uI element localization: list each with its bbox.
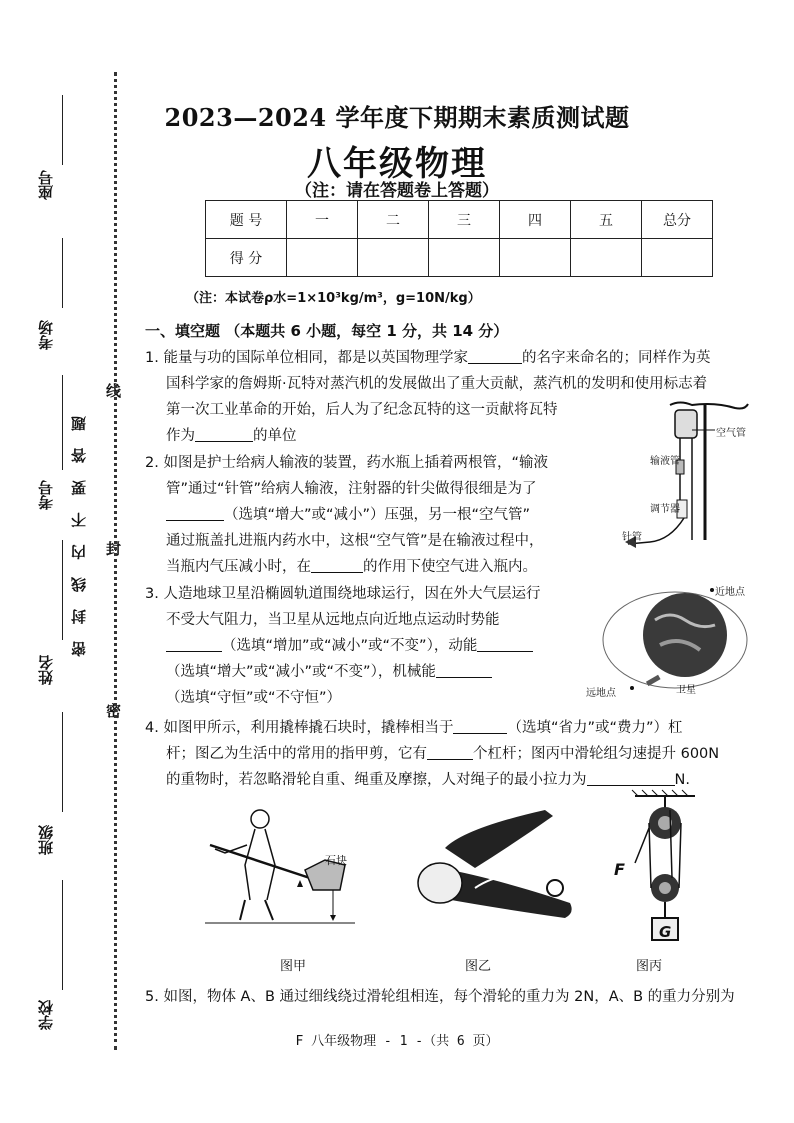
- q3-line2: 不受大气阻力，当卫星从远地点向近地点运动时势能: [166, 612, 500, 628]
- nail-clipper-figure: [395, 808, 595, 938]
- q1-text: 的单位: [253, 428, 297, 444]
- seal-mi: 密: [106, 702, 122, 720]
- q4-text: 杆；图乙为生活中的常用的指甲剪，它有: [166, 746, 427, 762]
- constants-note: （注：本试卷ρ水=1×10³kg/m³，g=10N/kg）: [186, 291, 481, 306]
- table-cell: 三: [429, 201, 500, 239]
- q2-text: 的作用下使空气进入瓶内。: [363, 559, 537, 575]
- fig-label-F: F: [614, 860, 625, 879]
- answer-blank[interactable]: [427, 745, 473, 760]
- q1-line4: [166, 424, 297, 445]
- exam-room-label: 考场: [37, 320, 55, 350]
- q4-text: （选填“省力”或“费力”）杠: [507, 720, 683, 736]
- score-table-header-row: [206, 201, 713, 239]
- q3-line1: 3. 人造地球卫星沿椭圆轨道围绕地球运行，因在外大气层运行: [145, 586, 541, 602]
- table-cell: 得 分: [206, 239, 287, 277]
- table-cell: 题 号: [206, 201, 287, 239]
- class-line[interactable]: [62, 712, 63, 812]
- fig-label-regulator: 调节器: [650, 504, 680, 515]
- score-table: [205, 200, 713, 277]
- q4-line1: [145, 716, 683, 737]
- seal-feng: 封: [106, 540, 122, 558]
- table-cell: 总分: [642, 201, 713, 239]
- school-label: 学校: [37, 1000, 55, 1030]
- q2-line4: 通过瓶盖扎进瓶内药水中，这根“空气管”是在输液过程中，: [166, 533, 544, 549]
- table-cell: 一: [287, 201, 358, 239]
- name-line[interactable]: [62, 540, 63, 640]
- section-title: 一、填空题 （本题共 6 小题，每空 1 分，共 14 分）: [145, 322, 509, 340]
- q1-text: 的名字来命名的；同样作为英: [521, 350, 711, 366]
- fig-label-apogee: 远地点: [586, 688, 616, 699]
- score-cell[interactable]: [571, 239, 642, 277]
- q2-text: （选填“增大”或“减小”）压强，另一根“空气管”: [224, 507, 531, 523]
- q4-line2: [166, 742, 719, 763]
- fig-label-infusion-tube: 输液管: [650, 456, 680, 467]
- seal-xian: 线: [106, 382, 122, 400]
- exam-number-line[interactable]: [62, 375, 63, 470]
- answer-blank[interactable]: [468, 349, 522, 364]
- score-cell[interactable]: [429, 239, 500, 277]
- answer-note: （注：请在答题卷上答题）: [295, 181, 499, 201]
- caption-fig-a: 图甲: [280, 959, 307, 974]
- q5-line1: 5. 如图，物体 A、B 通过细线绕过滑轮组相连，每个滑轮的重力为 2N，A、B 的重力分别为: [145, 989, 735, 1005]
- q2-text: 当瓶内气压减小时，在: [166, 559, 311, 575]
- q4-text: 4. 如图甲所示，利用撬棒撬石块时，撬棒相当于: [145, 720, 454, 736]
- answer-blank[interactable]: [166, 506, 224, 521]
- q4-line3: [166, 768, 690, 789]
- q4-text: N.: [674, 772, 690, 788]
- answer-blank[interactable]: [195, 427, 253, 442]
- caption-fig-c: 图丙: [636, 959, 663, 974]
- caption-fig-b: 图乙: [465, 959, 492, 974]
- fig-label-air-tube: 空气管: [716, 428, 746, 439]
- fig-label-perigee: 近地点: [715, 587, 745, 598]
- name-label: 姓名: [37, 655, 55, 685]
- q4-text: 个杠杆；图丙中滑轮组匀速提升 600N: [473, 746, 720, 762]
- table-cell: 二: [358, 201, 429, 239]
- seal-warning: 密 封 线 内 不 要 答 题: [70, 410, 88, 657]
- score-table-score-row: [206, 239, 713, 277]
- q2-line2: 管”通过“针管”给病人输液，注射器的针尖做得很细是为了: [166, 481, 537, 497]
- q1-line1: [145, 346, 710, 367]
- binding-dotted-line: [114, 72, 117, 1050]
- answer-blank[interactable]: [436, 663, 492, 678]
- answer-blank[interactable]: [311, 558, 363, 573]
- page-footer: F 八年级物理 - 1 -（共 6 页）: [295, 1034, 499, 1049]
- score-cell[interactable]: [500, 239, 571, 277]
- answer-blank[interactable]: [453, 719, 507, 734]
- q1-line3: 第一次工业革命的开始，后人为了纪念瓦特的这一贡献将瓦特: [166, 402, 558, 418]
- answer-blank[interactable]: [587, 771, 675, 786]
- q1-line2: 国科学家的詹姆斯·瓦特对蒸汽机的发展做出了重大贡献，蒸汽机的发明和使用标志着: [166, 376, 708, 392]
- q1-text: 1. 能量与功的国际单位相同，都是以英国物理学家: [145, 350, 468, 366]
- exam-number-label: 考号: [37, 480, 55, 510]
- school-line[interactable]: [62, 880, 63, 990]
- q2-line1: 2. 如图是护士给病人输液的装置，药水瓶上插着两根管，“输液: [145, 455, 548, 471]
- answer-blank[interactable]: [477, 637, 533, 652]
- fig-label-G: G: [659, 923, 672, 941]
- q1-text: 作为: [166, 428, 195, 444]
- fig-label-needle: 针管: [622, 532, 642, 543]
- exam-room-line[interactable]: [62, 238, 63, 308]
- q3-line3: [166, 634, 533, 655]
- fig-label-stone: 石块: [325, 854, 347, 867]
- fig-label-satellite: 卫星: [676, 685, 696, 696]
- score-cell[interactable]: [642, 239, 713, 277]
- exam-title: 2023—2024 学年度下期期末素质测试题: [164, 103, 630, 132]
- class-label: 班级: [37, 825, 55, 855]
- q3-line5: （选填“守恒”或“不守恒”）: [166, 690, 342, 706]
- seat-label: 座号: [37, 170, 55, 200]
- q4-text: 的重物时，若忽略滑轮自重、绳重及摩擦，人对绳子的最小拉力为: [166, 772, 587, 788]
- q3-text: （选填“增加”或“减小”或“不变”），动能: [222, 638, 478, 654]
- table-cell: 四: [500, 201, 571, 239]
- q2-line3: [166, 503, 530, 524]
- q2-line5: [166, 555, 537, 576]
- answer-blank[interactable]: [166, 637, 222, 652]
- table-cell: 五: [571, 201, 642, 239]
- q3-line4: [166, 660, 492, 681]
- subject-title: 八年级物理: [307, 144, 487, 184]
- score-cell[interactable]: [358, 239, 429, 277]
- score-cell[interactable]: [287, 239, 358, 277]
- q3-text: （选填“增大”或“减小”或“不变”），机械能: [166, 664, 436, 680]
- crowbar-figure: [205, 805, 365, 940]
